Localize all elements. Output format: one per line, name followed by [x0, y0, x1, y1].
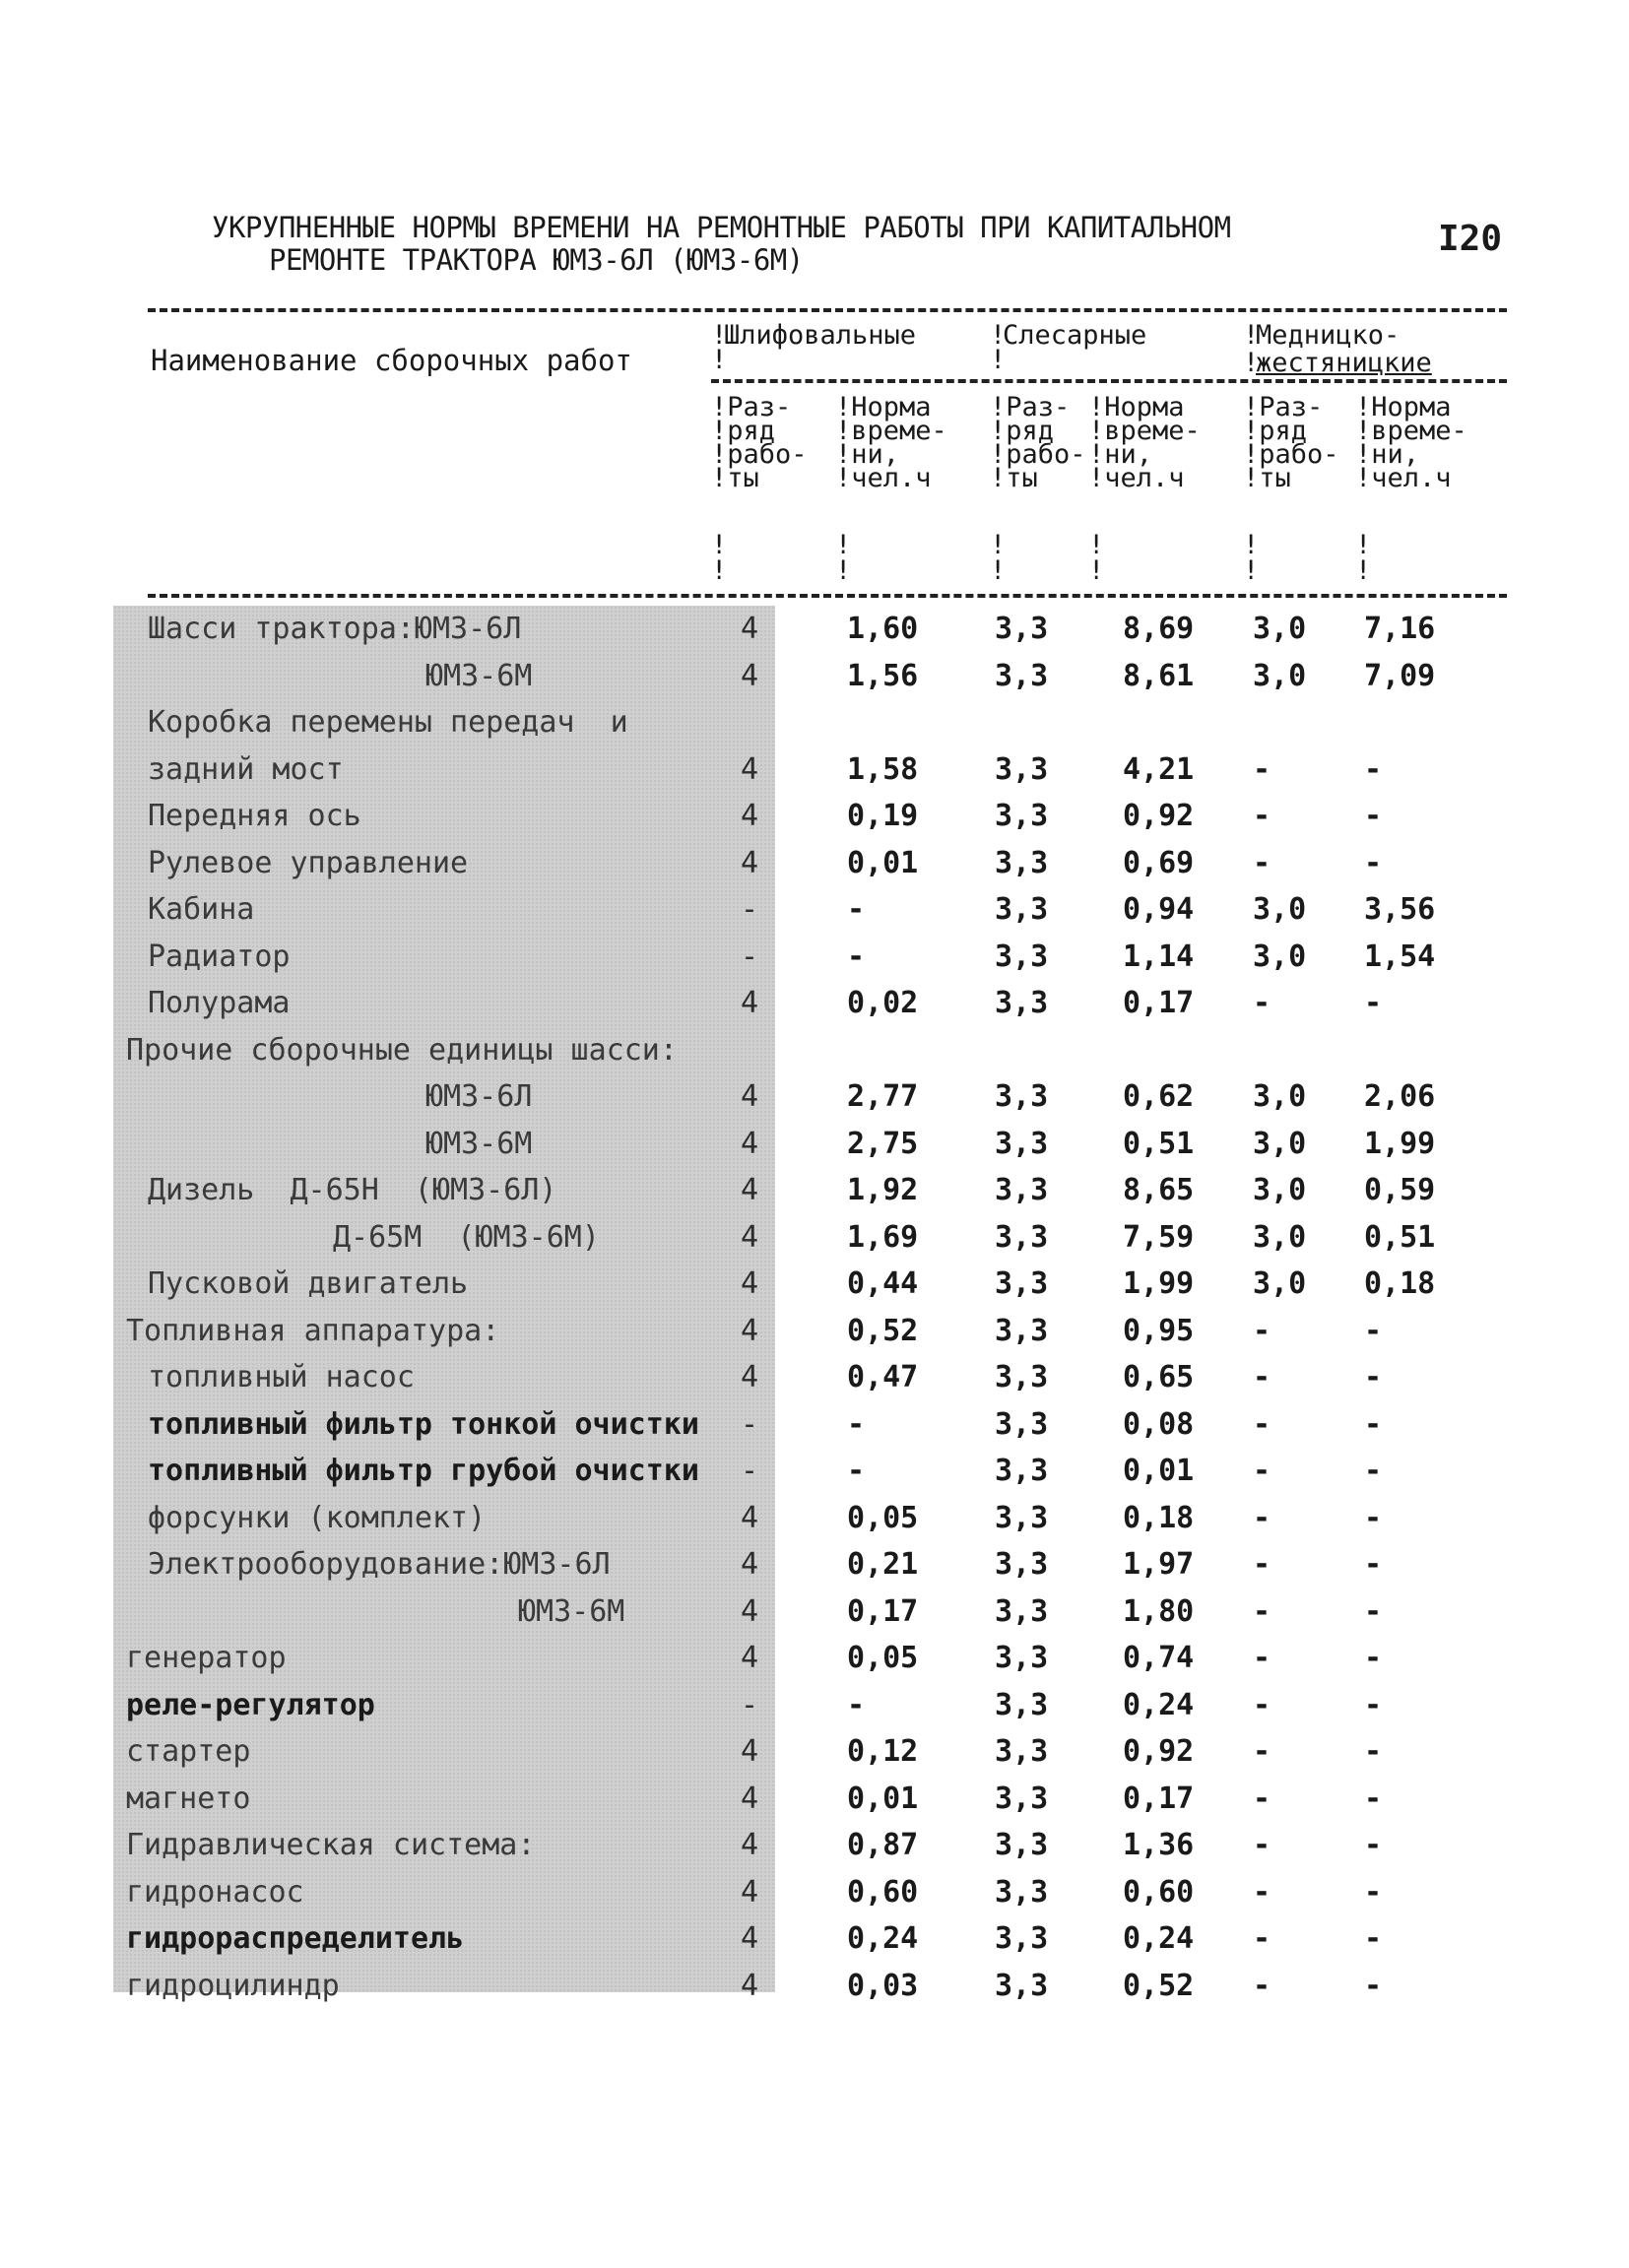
table-row: [0, 1027, 1629, 1073]
fitting-grade: 3,3: [995, 1266, 1049, 1301]
grinding-grade: -: [741, 1688, 759, 1722]
coppersmith-norm: -: [1364, 1407, 1383, 1442]
grinding-norm: 0,60: [847, 1875, 919, 1910]
page-number: I20: [1438, 219, 1503, 259]
row-name: форсунки (комплект): [148, 1501, 487, 1535]
table-row: [0, 653, 1629, 699]
coppersmith-norm: 2,06: [1364, 1079, 1436, 1114]
grinding-norm: 0,03: [847, 1969, 919, 2003]
header-bar: !: [711, 345, 728, 375]
header-bar: !: [711, 320, 728, 351]
row-name: магнето: [126, 1782, 251, 1816]
coppersmith-grade: -: [1253, 1501, 1271, 1535]
grinding-norm: 0,01: [847, 1782, 919, 1816]
coppersmith-norm-header: !ни,: [1355, 439, 1420, 470]
grinding-grade: 4: [741, 1921, 759, 1956]
table-row: [0, 840, 1629, 886]
grinding-grade: 4: [741, 1220, 759, 1255]
fitting-grade: 3,3: [995, 1921, 1049, 1956]
fitting-norm: 0,69: [1123, 846, 1195, 880]
table-row: [0, 1308, 1629, 1354]
table-row: [0, 1635, 1629, 1681]
fitting-norm: 0,01: [1123, 1454, 1195, 1488]
header-top-rule: [148, 308, 1507, 312]
row-name: Электрооборудование:ЮМЗ-6Л: [148, 1547, 611, 1582]
coppersmith-norm: -: [1364, 1594, 1383, 1629]
table-row: [0, 1354, 1629, 1400]
table-row: [0, 1261, 1629, 1307]
coppersmith-grade-header: !ряд: [1243, 416, 1308, 446]
coppersmith-grade: 3,0: [1253, 1079, 1307, 1114]
coppersmith-norm: 7,09: [1364, 659, 1436, 693]
coppersmith-grade: 3,0: [1253, 1127, 1307, 1161]
fitting-grade: 3,3: [995, 1969, 1049, 2003]
fitting-norm: 8,65: [1123, 1173, 1195, 1207]
grinding-grade: 4: [741, 1360, 759, 1394]
table-row: [0, 1776, 1629, 1822]
fitting-norm: 7,59: [1123, 1220, 1195, 1255]
coppersmith-norm: 3,56: [1364, 892, 1436, 927]
coppersmith-grade-header: !Раз-: [1243, 392, 1324, 422]
grinding-grade: 4: [741, 846, 759, 880]
row-name: Шасси трактора:ЮМЗ-6Л: [148, 612, 522, 646]
header-bar: !: [1088, 555, 1105, 586]
fitting-grade-header: !ты: [990, 463, 1038, 493]
row-name: Рулевое управление: [148, 846, 469, 880]
grinding-norm: 0,02: [847, 986, 919, 1020]
grinding-norm-header: !чел.ч: [835, 463, 932, 493]
table-row: [0, 1822, 1629, 1868]
row-name: гидроцилиндр: [126, 1969, 340, 2003]
grinding-norm: 1,60: [847, 612, 919, 646]
fitting-grade: 3,3: [995, 986, 1049, 1020]
table-row: [0, 886, 1629, 933]
coppersmith-norm: -: [1364, 1969, 1383, 2003]
grinding-norm: 2,75: [847, 1127, 919, 1161]
coppersmith-grade: -: [1253, 752, 1271, 787]
grinding-grade-header: !ряд: [711, 416, 776, 446]
grinding-norm: 0,47: [847, 1360, 919, 1394]
fitting-norm: 0,18: [1123, 1501, 1195, 1535]
grinding-grade-header: !рабо-: [711, 439, 808, 470]
grinding-norm: 0,12: [847, 1734, 919, 1769]
grinding-grade: 4: [741, 752, 759, 787]
coppersmith-grade: -: [1253, 1360, 1271, 1394]
coppersmith-norm: -: [1364, 1734, 1383, 1769]
fitting-grade: 3,3: [995, 659, 1049, 693]
fitting-grade: 3,3: [995, 1734, 1049, 1769]
coppersmith-grade: -: [1253, 799, 1271, 833]
row-name: стартер: [126, 1734, 251, 1769]
coppersmith-norm: 1,54: [1364, 940, 1436, 974]
fitting-norm: 0,60: [1123, 1875, 1195, 1910]
row-name: гидрораспределитель: [126, 1921, 465, 1956]
grinding-grade: 4: [741, 1266, 759, 1301]
fitting-grade: 3,3: [995, 1454, 1049, 1488]
fitting-norm: 4,21: [1123, 752, 1195, 787]
table-row: [0, 1915, 1629, 1962]
fitting-grade: 3,3: [995, 1173, 1049, 1207]
fitting-grade: 3,3: [995, 1688, 1049, 1722]
fitting-norm: 0,65: [1123, 1360, 1195, 1394]
coppersmith-norm: -: [1364, 1314, 1383, 1348]
coppersmith-grade: -: [1253, 1734, 1271, 1769]
grinding-grade: 4: [741, 1875, 759, 1910]
table-row: [0, 1167, 1629, 1213]
row-name: Прочие сборочные единицы шасси:: [126, 1033, 678, 1068]
fitting-norm: 1,99: [1123, 1266, 1195, 1301]
row-name: ЮМЗ-6М: [425, 1127, 533, 1161]
row-name: топливный насос: [148, 1360, 415, 1394]
coppersmith-grade: 3,0: [1253, 659, 1307, 693]
fitting-norm: 8,69: [1123, 612, 1195, 646]
grinding-norm: 0,19: [847, 799, 919, 833]
grinding-norm: -: [847, 1407, 866, 1442]
coppersmith-grade: 3,0: [1253, 1266, 1307, 1301]
header-bar: !: [1355, 555, 1372, 586]
fitting-norm: 1,36: [1123, 1828, 1195, 1862]
coppersmith-norm-header: !време-: [1355, 416, 1467, 446]
coppersmith-grade: -: [1253, 846, 1271, 880]
fitting-norm: 0,92: [1123, 1734, 1195, 1769]
coppersmith-grade: -: [1253, 1969, 1271, 2003]
table-row: [0, 1495, 1629, 1541]
group-header-fitting: Слесарные: [1003, 320, 1147, 351]
coppersmith-norm: -: [1364, 1454, 1383, 1488]
fitting-grade-header: !Раз-: [990, 392, 1071, 422]
row-name: гидронасос: [126, 1875, 304, 1910]
row-name: Радиатор: [148, 940, 291, 974]
grinding-grade: -: [741, 1454, 759, 1488]
coppersmith-grade: 3,0: [1253, 1220, 1307, 1255]
row-name: реле-регулятор: [126, 1688, 375, 1722]
header-mid-rule: [711, 379, 1507, 383]
document-title: [212, 212, 1231, 277]
fitting-grade: 3,3: [995, 1547, 1049, 1582]
table-row: [0, 1869, 1629, 1915]
coppersmith-norm: 7,16: [1364, 612, 1436, 646]
fitting-norm: 0,17: [1123, 1782, 1195, 1816]
coppersmith-norm: 0,51: [1364, 1220, 1436, 1255]
row-name: топливный фильтр тонкой очистки: [148, 1407, 699, 1442]
fitting-grade: 3,3: [995, 1314, 1049, 1348]
fitting-norm: 0,62: [1123, 1079, 1195, 1114]
coppersmith-grade: -: [1253, 1547, 1271, 1582]
grinding-grade: 4: [741, 1641, 759, 1675]
fitting-grade: 3,3: [995, 846, 1049, 880]
fitting-norm: 0,52: [1123, 1969, 1195, 2003]
fitting-norm: 0,08: [1123, 1407, 1195, 1442]
coppersmith-grade: 3,0: [1253, 940, 1307, 974]
row-name: Топливная аппаратура:: [126, 1314, 500, 1348]
fitting-norm: 1,14: [1123, 940, 1195, 974]
fitting-grade: 3,3: [995, 1641, 1049, 1675]
grinding-grade: 4: [741, 612, 759, 646]
row-name: топливный фильтр грубой очистки: [148, 1454, 699, 1488]
row-name: Д-65М (ЮМЗ-6М): [333, 1220, 600, 1255]
table-row: [0, 1214, 1629, 1261]
coppersmith-grade: -: [1253, 1921, 1271, 1956]
fitting-norm-header: !чел.ч: [1088, 463, 1185, 493]
coppersmith-grade: 3,0: [1253, 892, 1307, 927]
table-row: [0, 699, 1629, 745]
grinding-grade-header: !Раз-: [711, 392, 792, 422]
coppersmith-norm: -: [1364, 1782, 1383, 1816]
fitting-grade: 3,3: [995, 1782, 1049, 1816]
group-header-grinding: Шлифовальные: [724, 320, 917, 351]
grinding-grade: 4: [741, 1079, 759, 1114]
grinding-norm: 0,05: [847, 1641, 919, 1675]
group-header-coppersmith-line2: жестяницкие: [1256, 348, 1432, 378]
table-row: [0, 1073, 1629, 1120]
fitting-grade-header: !ряд: [990, 416, 1055, 446]
row-name: ЮМЗ-6М: [518, 1594, 625, 1629]
grinding-norm: 0,44: [847, 1266, 919, 1301]
grinding-grade: -: [741, 940, 759, 974]
coppersmith-norm-header: !чел.ч: [1355, 463, 1452, 493]
header-bar: !: [990, 320, 1007, 351]
table-row: [0, 1448, 1629, 1494]
coppersmith-grade-header: !ты: [1243, 463, 1291, 493]
header-bar: !: [1243, 530, 1260, 560]
header-bar: !: [711, 555, 728, 586]
coppersmith-grade: -: [1253, 1828, 1271, 1862]
fitting-norm: 1,97: [1123, 1547, 1195, 1582]
coppersmith-grade: 3,0: [1253, 1173, 1307, 1207]
coppersmith-grade: 3,0: [1253, 612, 1307, 646]
grinding-grade: 4: [741, 1828, 759, 1862]
row-name: Гидравлическая система:: [126, 1828, 536, 1862]
fitting-grade: 3,3: [995, 612, 1049, 646]
row-name: Пусковой двигатель: [148, 1266, 469, 1301]
fitting-grade-header: !рабо-: [990, 439, 1086, 470]
fitting-norm: 0,95: [1123, 1314, 1195, 1348]
coppersmith-norm: -: [1364, 1641, 1383, 1675]
row-name: Кабина: [148, 892, 255, 927]
coppersmith-norm: 0,59: [1364, 1173, 1436, 1207]
grinding-norm: 0,21: [847, 1547, 919, 1582]
coppersmith-grade: -: [1253, 1314, 1271, 1348]
fitting-norm-header: !време-: [1088, 416, 1201, 446]
row-name: Коробка перемены передач и: [148, 705, 628, 740]
header-bar: !: [990, 530, 1007, 560]
header-bar: !: [711, 530, 728, 560]
grinding-grade: -: [741, 1407, 759, 1442]
coppersmith-norm: 0,18: [1364, 1266, 1436, 1301]
coppersmith-norm: -: [1364, 752, 1383, 787]
grinding-norm: 1,69: [847, 1220, 919, 1255]
fitting-grade: 3,3: [995, 892, 1049, 927]
fitting-norm: 0,74: [1123, 1641, 1195, 1675]
table-row: [0, 1401, 1629, 1448]
fitting-grade: 3,3: [995, 799, 1049, 833]
grinding-norm: 0,01: [847, 846, 919, 880]
grinding-norm: -: [847, 940, 866, 974]
coppersmith-grade: -: [1253, 986, 1271, 1020]
table-row: [0, 1682, 1629, 1728]
table-row: [0, 793, 1629, 839]
coppersmith-norm: -: [1364, 1828, 1383, 1862]
table-row: [0, 1728, 1629, 1775]
grinding-norm-header: !време-: [835, 416, 947, 446]
header-bar: !: [835, 530, 852, 560]
grinding-norm: 1,92: [847, 1173, 919, 1207]
grinding-norm-header: !Норма: [835, 392, 932, 422]
header-bar: !: [1243, 555, 1260, 586]
row-name: задний мост: [148, 752, 344, 787]
grinding-norm: -: [847, 892, 866, 927]
grinding-norm: 0,17: [847, 1594, 919, 1629]
grinding-grade: 4: [741, 1782, 759, 1816]
grinding-norm: -: [847, 1454, 866, 1488]
coppersmith-norm: -: [1364, 1875, 1383, 1910]
fitting-norm-header: !Норма: [1088, 392, 1185, 422]
fitting-norm: 0,94: [1123, 892, 1195, 927]
coppersmith-norm: -: [1364, 799, 1383, 833]
grinding-grade: 4: [741, 1314, 759, 1348]
grinding-grade: 4: [741, 1547, 759, 1582]
row-name: Передняя ось: [148, 799, 361, 833]
header-bar: !: [990, 555, 1007, 586]
table-row: [0, 1963, 1629, 2009]
header-bar: !: [1243, 348, 1260, 378]
coppersmith-grade: -: [1253, 1782, 1271, 1816]
fitting-norm: 0,24: [1123, 1921, 1195, 1956]
header-bar: !: [1088, 530, 1105, 560]
title-line-1: УКРУПНЕННЫЕ НОРМЫ ВРЕМЕНИ НА РЕМОНТНЫЕ РАБОТЫ ПРИ КАПИТАЛЬНОМ: [212, 211, 1231, 244]
grinding-grade: 4: [741, 1501, 759, 1535]
fitting-norm: 0,92: [1123, 799, 1195, 833]
fitting-norm: 0,51: [1123, 1127, 1195, 1161]
coppersmith-norm: -: [1364, 1921, 1383, 1956]
table-row: [0, 980, 1629, 1026]
coppersmith-norm: -: [1364, 1688, 1383, 1722]
row-name: ЮМЗ-6Л: [425, 1079, 533, 1114]
grinding-norm: 1,56: [847, 659, 919, 693]
grinding-grade: 4: [741, 799, 759, 833]
fitting-grade: 3,3: [995, 1828, 1049, 1862]
coppersmith-norm: 1,99: [1364, 1127, 1436, 1161]
header-bar: !: [990, 345, 1007, 375]
grinding-norm: 0,05: [847, 1501, 919, 1535]
grinding-grade-header: !ты: [711, 463, 759, 493]
grinding-grade: 4: [741, 986, 759, 1020]
coppersmith-norm-header: !Норма: [1355, 392, 1452, 422]
coppersmith-norm: -: [1364, 986, 1383, 1020]
coppersmith-grade: -: [1253, 1407, 1271, 1442]
coppersmith-grade: -: [1253, 1688, 1271, 1722]
grinding-grade: -: [741, 892, 759, 927]
table-row: [0, 934, 1629, 980]
title-line-2: РЕМОНТЕ ТРАКТОРА ЮМЗ-6Л (ЮМЗ-6М): [269, 243, 804, 277]
fitting-norm: 1,80: [1123, 1594, 1195, 1629]
table-row: [0, 606, 1629, 652]
fitting-grade: 3,3: [995, 1079, 1049, 1114]
grinding-grade: 4: [741, 1734, 759, 1769]
row-name: генератор: [126, 1641, 287, 1675]
row-name: ЮМЗ-6М: [425, 659, 533, 693]
coppersmith-grade: -: [1253, 1594, 1271, 1629]
coppersmith-grade-header: !рабо-: [1243, 439, 1339, 470]
coppersmith-norm: -: [1364, 1501, 1383, 1535]
fitting-norm: 0,24: [1123, 1688, 1195, 1722]
grinding-grade: 4: [741, 1127, 759, 1161]
grinding-norm: 1,58: [847, 752, 919, 787]
table-row: [0, 1121, 1629, 1167]
fitting-grade: 3,3: [995, 1127, 1049, 1161]
table-row: [0, 1588, 1629, 1635]
header-bar: !: [835, 555, 852, 586]
fitting-grade: 3,3: [995, 1594, 1049, 1629]
fitting-norm-header: !ни,: [1088, 439, 1153, 470]
coppersmith-norm: -: [1364, 846, 1383, 880]
fitting-grade: 3,3: [995, 1220, 1049, 1255]
grinding-norm: 0,24: [847, 1921, 919, 1956]
coppersmith-grade: -: [1253, 1454, 1271, 1488]
fitting-grade: 3,3: [995, 752, 1049, 787]
group-header-coppersmith: Медницко-: [1256, 320, 1401, 351]
grinding-norm-header: !ни,: [835, 439, 900, 470]
header-name-column: Наименование сборочных работ: [151, 344, 632, 377]
coppersmith-grade: -: [1253, 1641, 1271, 1675]
fitting-grade: 3,3: [995, 1360, 1049, 1394]
grinding-norm: 0,52: [847, 1314, 919, 1348]
header-bar: !: [1243, 320, 1260, 351]
fitting-grade: 3,3: [995, 1407, 1049, 1442]
row-name: Полурама: [148, 986, 291, 1020]
grinding-grade: 4: [741, 659, 759, 693]
grinding-grade: 4: [741, 1594, 759, 1629]
fitting-grade: 3,3: [995, 940, 1049, 974]
coppersmith-norm: -: [1364, 1360, 1383, 1394]
fitting-grade: 3,3: [995, 1875, 1049, 1910]
table-row: [0, 746, 1629, 793]
grinding-norm: 0,87: [847, 1828, 919, 1862]
row-name: Дизель Д-65Н (ЮМЗ-6Л): [148, 1173, 557, 1207]
grinding-norm: -: [847, 1688, 866, 1722]
fitting-norm: 8,61: [1123, 659, 1195, 693]
grinding-norm: 2,77: [847, 1079, 919, 1114]
coppersmith-grade: -: [1253, 1875, 1271, 1910]
header-bar: !: [1355, 530, 1372, 560]
grinding-grade: 4: [741, 1969, 759, 2003]
grinding-grade: 4: [741, 1173, 759, 1207]
fitting-norm: 0,17: [1123, 986, 1195, 1020]
coppersmith-norm: -: [1364, 1547, 1383, 1582]
fitting-grade: 3,3: [995, 1501, 1049, 1535]
table-row: [0, 1541, 1629, 1588]
header-bottom-rule: [148, 594, 1507, 598]
